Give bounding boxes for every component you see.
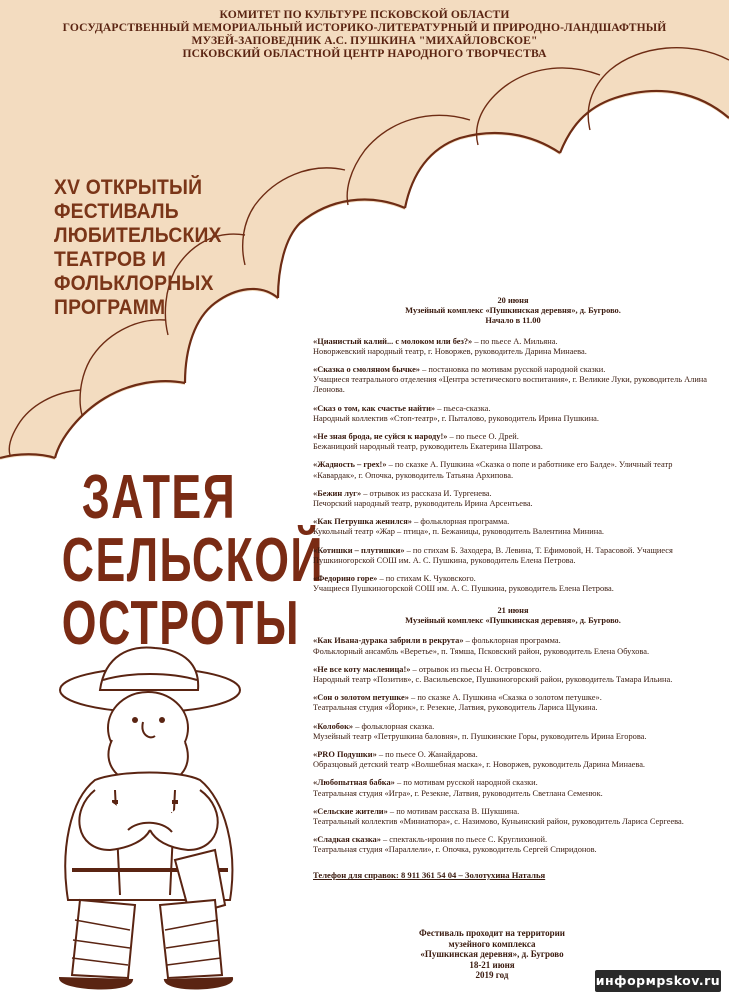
main-title-line: СЕЛЬСКОЙ	[61, 526, 324, 595]
event-organizer: Фольклорный ансамбль «Веретье», п. Тямша, Псковский район, руководитель Елена Обухова.	[313, 646, 650, 656]
program-day-2	[313, 606, 713, 864]
event-item	[313, 404, 713, 424]
event-title: «Федорино горе»	[313, 574, 378, 584]
footer-line: 18-21 июня	[469, 959, 515, 970]
header-line: ГОСУДАРСТВЕННЫЙ МЕМОРИАЛЬНЫЙ ИСТОРИКО-ЛИТЕРАТУРНЫЙ И ПРИРОДНО-ЛАНДШАФТНЫЙ	[62, 21, 667, 34]
header-line: КОМИТЕТ ПО КУЛЬТУРЕ ПСКОВСКОЙ ОБЛАСТИ	[219, 8, 510, 21]
event-description: – отрывок из пьесы Н. Островского.	[410, 664, 542, 674]
event-description: – фольклорная программа.	[463, 636, 561, 646]
event-title: «Котишки – плутишки»	[313, 545, 405, 555]
event-organizer: Печорский народный театр, руководитель Ирина Арсентьева.	[313, 499, 533, 509]
day-1-events	[313, 337, 713, 595]
event-description: – по сказке А. Пушкина «Сказка о попе и работнике его Балде». Уличный театр «Кавардак», г. Опочка, руководитель Татьяна Архипова.	[313, 460, 673, 480]
event-organizer: Театральная студия «Йорик», г. Резекне, Латвия, руководитель Лариса Щукина.	[313, 703, 598, 713]
site-watermark: информpskov.ru	[595, 970, 721, 992]
event-organizer: Новоржевский народный театр, г. Новоржев, руководитель Дарина Минаева.	[313, 346, 587, 356]
event-item	[313, 665, 713, 685]
event-title: «PRO Подушки»	[313, 750, 377, 760]
event-description: – по пьесе О. Дрей.	[447, 432, 519, 442]
main-title-line: ОСТРОТЫ	[61, 589, 300, 658]
event-title: «Не зная брода, не суйся к народу!»	[313, 432, 448, 442]
event-description: – по пьесе А. Мильяна.	[472, 336, 558, 346]
event-item	[313, 807, 713, 827]
event-item	[313, 636, 713, 656]
event-description: – спектакль-ирония по пьесе С. Круглихиной.	[380, 835, 548, 845]
festival-title-line: ЛЮБИТЕЛЬСКИХ	[54, 224, 222, 247]
event-organizer: Учащиеся Пушкиногорской СОШ им. А. С. Пушкина, руководитель Елена Петрова.	[313, 584, 614, 594]
event-item	[313, 432, 713, 452]
festival-title-line: ФЕСТИВАЛЬ	[54, 200, 179, 223]
event-organizer: Театральный коллектив «Миниатюра», с. Назимово, Куньинский район, руководитель Лариса Сергеева.	[313, 817, 684, 827]
footer-line: 2019 год	[475, 970, 509, 981]
event-description: – по стихам К. Чуковского.	[377, 574, 476, 584]
event-organizer: Музейный театр «Петрушкина баловня», п. Пушкинские Горы, руководитель Ирина Егорова.	[313, 731, 647, 741]
peasant-man-illustration	[60, 647, 240, 988]
event-description: – по стихам Б. Заходера, В. Левина, Т. Ефимовой, Н. Тарасовой. Учащиеся Пушкиногорской СОШ им. А. С. Пушкина, руководитель Елена Петрова.	[313, 545, 673, 565]
event-organizer: Народный театр «Позитив», с. Васильевское, Пушкиногорский район, руководитель Тамара Ильина.	[313, 675, 673, 685]
day-2-heading	[313, 606, 713, 626]
event-item	[313, 337, 713, 357]
event-item	[313, 460, 713, 480]
header-organizers	[0, 8, 729, 60]
event-title: «Как Петрушка женился»	[313, 517, 412, 527]
event-item	[313, 750, 713, 770]
event-item	[313, 546, 713, 566]
festival-title-line: ПРОГРАММ	[54, 296, 166, 319]
event-organizer: Театральная студия «Игра», г. Резекне, Латвия, руководитель Светлана Семенюк.	[313, 788, 603, 798]
event-item	[313, 835, 713, 855]
event-title: «Сладкая сказка»	[313, 835, 381, 845]
event-description: – фольклорная программа.	[411, 517, 510, 527]
event-title: «Сельские жители»	[313, 806, 388, 816]
day-1-heading	[313, 296, 713, 327]
header-line: МУЗЕЙ-ЗАПОВЕДНИК А.С. ПУШКИНА "МИХАЙЛОВСКОЕ"	[191, 34, 538, 47]
footer-info	[392, 928, 592, 981]
event-title: «Сон о золотом петушке»	[313, 693, 409, 703]
event-title: «Сказ о том, как счастье найти»	[313, 403, 436, 413]
festival-title-line: XV ОТКРЫТЫЙ	[54, 176, 203, 199]
event-organizer: Театральная студия «Параллели», г. Опочка, руководитель Сергей Спиридонов.	[313, 845, 597, 855]
event-title: «Не все коту масленица!»	[313, 664, 411, 674]
event-item	[313, 574, 713, 594]
event-organizer: Учащиеся театрального отделения «Центра эстетического воспитания», г. Великие Луки, руководитель Алина Леонова.	[313, 375, 708, 395]
event-title: «Как Ивана-дурака забрили в рекрута»	[313, 636, 464, 646]
day-2-venue: Музейный комплекс «Пушкинская деревня», д. Бугрово.	[405, 616, 621, 626]
main-title-line: ЗАТЕЯ	[81, 463, 237, 532]
event-description: – по пьесе О. Жанайдарова.	[376, 750, 478, 760]
header-line: ПСКОВСКИЙ ОБЛАСТНОЙ ЦЕНТР НАРОДНОГО ТВОРЧЕСТВА	[182, 47, 547, 60]
event-title: «Цианистый калий... с молоком или без?»	[313, 336, 473, 346]
event-item	[313, 778, 713, 798]
contact-phone: Телефон для справок: 8 911 361 54 04 – Золотухина Наталья	[313, 870, 546, 880]
event-item	[313, 489, 713, 509]
event-item	[313, 722, 713, 742]
event-organizer: Кукольный театр «Жар – птица», п. Бежаницы, руководитель Валентина Минина.	[313, 527, 605, 537]
event-title: «Бежин луг»	[313, 488, 362, 498]
event-description: – по сказке А. Пушкина «Сказка о золотом петушке».	[408, 693, 602, 703]
event-description: – по мотивам русской народной сказки.	[394, 778, 538, 788]
event-description: – отрывок из рассказа И. Тургенева.	[361, 488, 492, 498]
footer-line: музейного комплекса	[448, 938, 536, 949]
event-description: – фольклорная сказка.	[353, 721, 435, 731]
event-organizer: Образцовый детский театр «Волшебная маска», г. Новоржев, руководитель Дарина Минаева.	[313, 760, 646, 770]
day-1-date: 20 июня	[497, 296, 529, 305]
event-item	[313, 365, 713, 396]
day-1-venue: Музейный комплекс «Пушкинская деревня», д. Бугрово.	[405, 306, 621, 316]
event-organizer: Бежаницкий народный театр, руководитель Екатерина Шатрова.	[313, 442, 543, 452]
event-title: «Колобок»	[313, 721, 354, 731]
event-organizer: Народный коллектив «Стоп-театр», г. Пыталово, руководитель Ирина Пушкина.	[313, 413, 599, 423]
day-2-events	[313, 636, 713, 855]
event-title: «Любопытная бабка»	[313, 778, 395, 788]
event-title: «Сказка о смоляном бычке»	[313, 365, 420, 375]
festival-title-line: ФОЛЬКЛОРНЫХ	[54, 272, 214, 295]
day-2-date: 21 июня	[497, 606, 529, 615]
day-1-start: Начало в 11.00	[485, 316, 541, 326]
event-item	[313, 693, 713, 713]
event-description: – постановка по мотивам русской народной сказки.	[420, 365, 606, 375]
festival-title-line: ТЕАТРОВ И	[54, 248, 167, 271]
footer-line: «Пушкинская деревня», д. Бугрово	[420, 949, 564, 960]
event-description: – по мотивам рассказа В. Шукшина.	[387, 806, 520, 816]
main-title	[24, 463, 324, 658]
festival-title	[54, 176, 264, 320]
program-day-1	[313, 296, 713, 602]
event-description: – пьеса-сказка.	[435, 403, 491, 413]
event-title: «Жадность – грех!»	[313, 460, 387, 470]
footer-line: Фестиваль проходит на территории	[419, 928, 565, 938]
event-item	[313, 517, 713, 537]
